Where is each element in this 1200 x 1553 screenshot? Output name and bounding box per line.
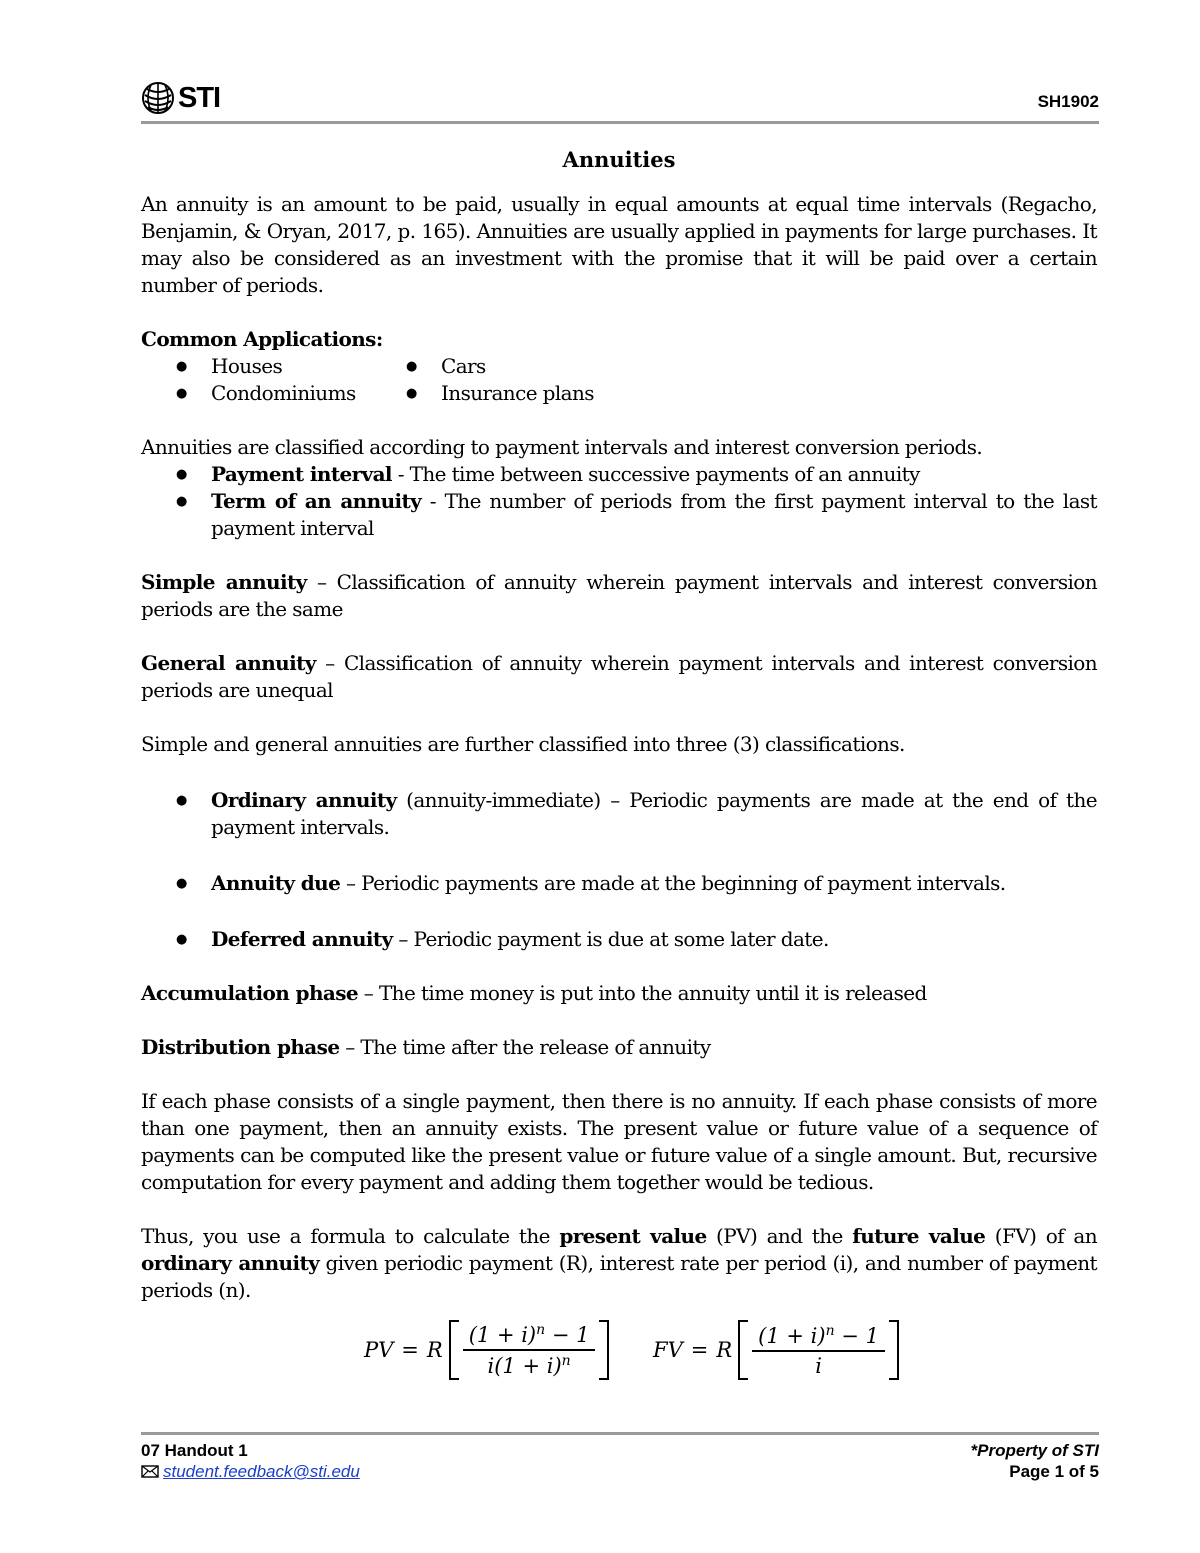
future-value-formula: FV = R $\frac{(1 + i)^n - 1}{i}$	[653, 1315, 899, 1385]
page-header	[141, 78, 1099, 120]
property-notice: *Property of STI	[970, 1441, 1099, 1460]
formula-intro-paragraph: Thus, you use a formula to calculate the present value (PV) and the future value (FV) of an ordinary annuity given periodic payment (R), interest rate per period (i), and number of payment periods (n).	[141, 1224, 1097, 1302]
classified-paragraph: Annuities are classified according to payment intervals and interest conversion periods.	[141, 435, 983, 459]
accumulation-phase-definition: Accumulation phase – The time money is put into the annuity until it is released	[141, 981, 927, 1005]
feedback-email-link[interactable]: student.feedback@sti.edu	[163, 1462, 360, 1481]
envelope-icon	[141, 1465, 159, 1478]
annuity-types-list	[141, 787, 1097, 953]
phase-paragraph: If each phase consists of a single payment, then there is no annuity. If each phase consists of more than one payment, then an annuity exists. The present value or future value of a sequence of payments can be computed like the present value or future value of a single amount. But, recursive computation for every payment and adding them together would be tedious.	[141, 1089, 1097, 1194]
logo-text: STI	[178, 82, 221, 114]
present-value-formula: PV = R $\frac{(1 + i)^n - 1}{i(1 + i)^n}$	[364, 1315, 609, 1385]
document-body	[141, 140, 1097, 1304]
applications-heading: Common Applications:	[141, 327, 383, 351]
simple-annuity-definition: Simple annuity – Classification of annuity wherein payment intervals and interest conversion periods are the same	[141, 570, 1098, 621]
list-item: ● Annuity due – Periodic payments are made at the beginning of payment intervals.	[176, 870, 1097, 897]
formulas	[141, 1315, 1099, 1387]
page-title: Annuities	[562, 147, 676, 172]
list-item: ● Houses	[176, 353, 441, 380]
handout-label: 07 Handout 1	[141, 1441, 248, 1460]
document-code: SH1902	[1037, 92, 1099, 111]
distribution-phase-definition: Distribution phase – The time after the release of annuity	[141, 1035, 711, 1059]
list-item: ● Ordinary annuity (annuity-immediate) – Periodic payments are made at the end of the payment intervals.	[176, 787, 1097, 841]
header-rule	[141, 121, 1099, 124]
further-classification-paragraph: Simple and general annuities are further classified into three (3) classifications.	[141, 732, 905, 756]
general-annuity-definition: General annuity – Classification of annuity wherein payment intervals and interest conversion periods are unequal	[141, 651, 1098, 702]
footer-left	[141, 1440, 360, 1482]
feedback-line	[141, 1461, 360, 1482]
interval-definitions	[141, 461, 1097, 542]
intro-paragraph: An annuity is an amount to be paid, usually in equal amounts at equal time intervals (Regacho, Benjamin, & Oryan, 2017, p. 165). Annuities are usually applied in payments for large purchases. It may also be considered as an investment with the promise that it will be paid over a certain number of periods.	[141, 192, 1097, 297]
list-item: ● Insurance plans	[406, 380, 806, 407]
applications-col-1	[176, 353, 441, 407]
list-item: ● Condominiums	[176, 380, 441, 407]
footer-rule	[141, 1432, 1099, 1435]
sti-logo	[141, 80, 220, 116]
list-item: ● Deferred annuity – Periodic payment is due at some later date.	[176, 926, 1097, 953]
list-item: ● Payment interval - The time between successive payments of an annuity	[176, 461, 1097, 488]
sti-globe-icon	[141, 81, 175, 115]
footer-right	[971, 1440, 1099, 1482]
list-item: ● Cars	[406, 353, 806, 380]
applications-col-2	[406, 353, 806, 407]
list-item: ● Term of an annuity - The number of periods from the first payment interval to the last payment interval	[176, 488, 1097, 542]
applications-list	[141, 353, 1097, 407]
page-number: Page 1 of 5	[1009, 1462, 1099, 1481]
